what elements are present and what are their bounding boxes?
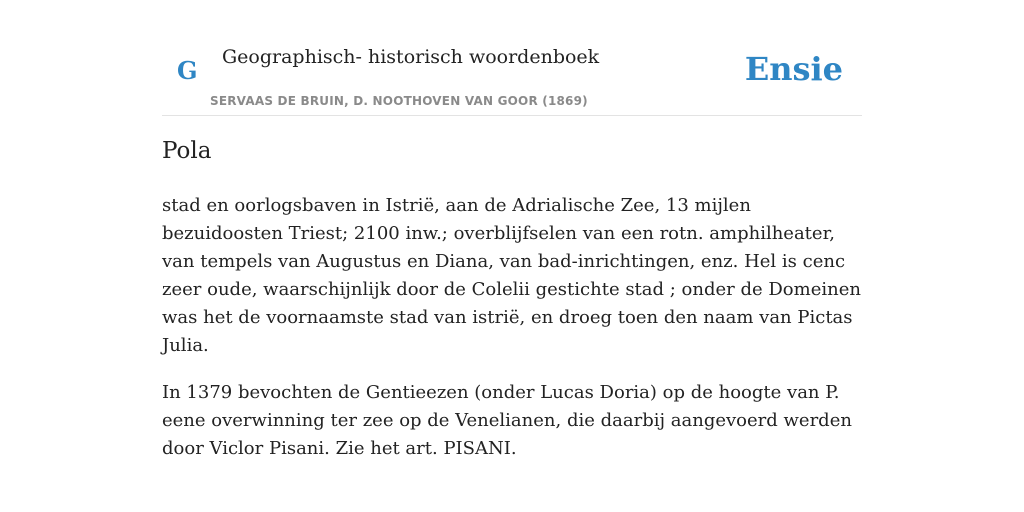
ensie-logo-link[interactable]: Ensie xyxy=(744,50,843,88)
letter-index-link[interactable]: G xyxy=(177,56,198,85)
dictionary-authors: SERVAAS DE BRUIN, D. NOOTHOVEN VAN GOOR (1869) xyxy=(210,94,588,108)
dictionary-header xyxy=(162,40,862,116)
entry-paragraph: stad en oorlogsbaven in Istrië, aan de Adrialische Zee, 13 mijlen bezuidoosten Triest; 2100 inw.; overblijfselen van een rotn. amphilheater, van tempels van Augustus en Diana, van bad-inrichtingen, enz. Hel is cenc zeer oude, waarschijnlijk door de Colelii gestichte stad ; onder de Domeinen was het de voornaamste stad van istrië, en droeg toen den naam van Pictas Julia. xyxy=(162,195,861,356)
entry-body xyxy=(162,192,862,482)
entry-paragraph: In 1379 bevochten de Gentieezen (onder Lucas Doria) op de hoogte van P. eene overwinning ter zee op de Venelianen, die daarbij aangevoerd werden door Viclor Pisani. Zie het art. PISANI. xyxy=(162,382,852,459)
dictionary-title-link[interactable]: Geographisch- historisch woordenboek xyxy=(222,46,600,68)
entry-title: Pola xyxy=(162,138,212,164)
